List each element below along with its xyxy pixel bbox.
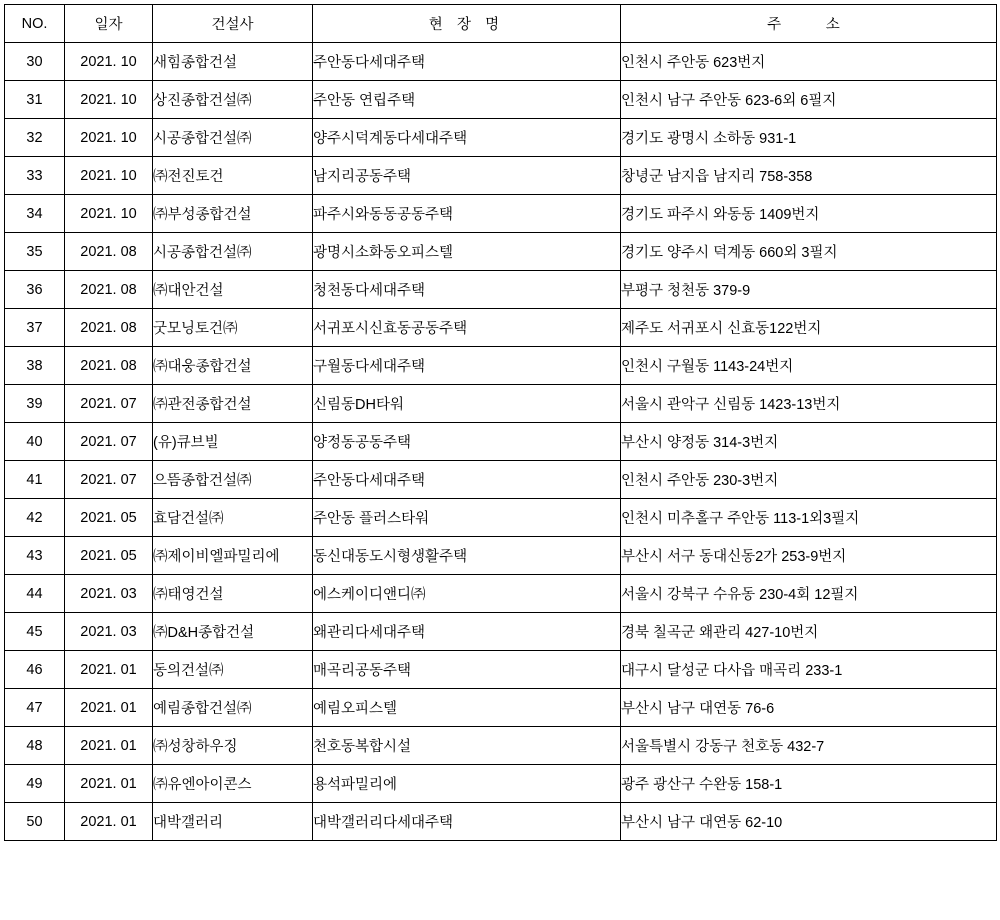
cell-address: 부산시 양정동 314-3번지	[621, 423, 997, 461]
cell-site: 서귀포시신효동공동주택	[313, 309, 621, 347]
cell-company: 굿모닝토건㈜	[153, 309, 313, 347]
column-header-address: 주 소	[621, 5, 997, 43]
cell-site: 주안동 플러스타워	[313, 499, 621, 537]
table-row	[5, 347, 997, 385]
cell-site: 예림오피스텔	[313, 689, 621, 727]
table-row	[5, 803, 997, 841]
cell-site: 주안동다세대주택	[313, 461, 621, 499]
cell-date: 2021. 01	[65, 727, 153, 765]
table-body	[5, 43, 997, 841]
cell-address: 경기도 광명시 소하동 931-1	[621, 119, 997, 157]
cell-date: 2021. 01	[65, 765, 153, 803]
cell-date: 2021. 08	[65, 233, 153, 271]
cell-site: 동신대동도시형생활주택	[313, 537, 621, 575]
table-row	[5, 119, 997, 157]
cell-date: 2021. 07	[65, 385, 153, 423]
cell-no: 34	[5, 195, 65, 233]
cell-no: 38	[5, 347, 65, 385]
cell-date: 2021. 10	[65, 119, 153, 157]
cell-no: 36	[5, 271, 65, 309]
cell-site: 양주시덕계동다세대주택	[313, 119, 621, 157]
cell-address: 제주도 서귀포시 신효동122번지	[621, 309, 997, 347]
cell-date: 2021. 08	[65, 271, 153, 309]
cell-no: 48	[5, 727, 65, 765]
cell-date: 2021. 10	[65, 43, 153, 81]
table-row	[5, 43, 997, 81]
cell-no: 32	[5, 119, 65, 157]
cell-date: 2021. 01	[65, 651, 153, 689]
cell-address: 서울시 관악구 신림동 1423-13번지	[621, 385, 997, 423]
cell-date: 2021. 08	[65, 347, 153, 385]
table-row	[5, 423, 997, 461]
cell-company: ㈜제이비엘파밀리에	[153, 537, 313, 575]
cell-address: 인천시 구월동 1143-24번지	[621, 347, 997, 385]
cell-site: 에스케이디앤디㈜	[313, 575, 621, 613]
cell-company: ㈜부성종합건설	[153, 195, 313, 233]
cell-no: 47	[5, 689, 65, 727]
cell-date: 2021. 07	[65, 461, 153, 499]
cell-company: ㈜유엔아이콘스	[153, 765, 313, 803]
table-row	[5, 195, 997, 233]
cell-company: ㈜태영건설	[153, 575, 313, 613]
cell-company: ㈜성창하우징	[153, 727, 313, 765]
column-header-site: 현 장 명	[313, 5, 621, 43]
cell-no: 49	[5, 765, 65, 803]
cell-site: 파주시와동동공동주택	[313, 195, 621, 233]
cell-company: 시공종합건설㈜	[153, 233, 313, 271]
cell-no: 33	[5, 157, 65, 195]
cell-site: 왜관리다세대주택	[313, 613, 621, 651]
cell-address: 서울특별시 강동구 천호동 432-7	[621, 727, 997, 765]
cell-address: 창녕군 남지읍 남지리 758-358	[621, 157, 997, 195]
cell-address: 인천시 주안동 230-3번지	[621, 461, 997, 499]
cell-no: 42	[5, 499, 65, 537]
cell-no: 40	[5, 423, 65, 461]
cell-date: 2021. 07	[65, 423, 153, 461]
cell-no: 45	[5, 613, 65, 651]
cell-site: 광명시소화동오피스텔	[313, 233, 621, 271]
cell-address: 부산시 서구 동대신동2가 253-9번지	[621, 537, 997, 575]
cell-address: 부산시 남구 대연동 76-6	[621, 689, 997, 727]
table-row	[5, 537, 997, 575]
cell-company: ㈜대웅종합건설	[153, 347, 313, 385]
cell-address: 부평구 청천동 379-9	[621, 271, 997, 309]
cell-no: 41	[5, 461, 65, 499]
cell-company: ㈜전진토건	[153, 157, 313, 195]
cell-company: 상진종합건설㈜	[153, 81, 313, 119]
cell-no: 39	[5, 385, 65, 423]
table-row	[5, 727, 997, 765]
cell-address: 부산시 남구 대연동 62-10	[621, 803, 997, 841]
cell-address: 경북 칠곡군 왜관리 427-10번지	[621, 613, 997, 651]
cell-site: 용석파밀리에	[313, 765, 621, 803]
construction-projects-table	[4, 4, 997, 841]
cell-date: 2021. 08	[65, 309, 153, 347]
table-row	[5, 765, 997, 803]
cell-site: 구월동다세대주택	[313, 347, 621, 385]
column-header-company: 건설사	[153, 5, 313, 43]
cell-site: 매곡리공동주택	[313, 651, 621, 689]
cell-company: 효담건설㈜	[153, 499, 313, 537]
cell-no: 46	[5, 651, 65, 689]
cell-address: 인천시 남구 주안동 623-6외 6필지	[621, 81, 997, 119]
cell-site: 대박갤러리다세대주택	[313, 803, 621, 841]
cell-company: ㈜대안건설	[153, 271, 313, 309]
cell-date: 2021. 05	[65, 537, 153, 575]
table-row	[5, 689, 997, 727]
cell-address: 경기도 파주시 와동동 1409번지	[621, 195, 997, 233]
cell-company: 대박갤러리	[153, 803, 313, 841]
cell-address: 인천시 미추홀구 주안동 113-1외3필지	[621, 499, 997, 537]
cell-no: 37	[5, 309, 65, 347]
cell-address: 서울시 강북구 수유동 230-4회 12필지	[621, 575, 997, 613]
cell-address: 인천시 주안동 623번지	[621, 43, 997, 81]
table-header-row	[5, 5, 997, 43]
cell-company: ㈜D&H종합건설	[153, 613, 313, 651]
cell-date: 2021. 10	[65, 195, 153, 233]
cell-site: 신림동DH타워	[313, 385, 621, 423]
cell-company: 예림종합건설㈜	[153, 689, 313, 727]
cell-site: 양정동공동주택	[313, 423, 621, 461]
cell-no: 44	[5, 575, 65, 613]
table-row	[5, 613, 997, 651]
cell-date: 2021. 03	[65, 613, 153, 651]
cell-site: 청천동다세대주택	[313, 271, 621, 309]
cell-date: 2021. 01	[65, 689, 153, 727]
table-row	[5, 575, 997, 613]
cell-company: 으뜸종합건설㈜	[153, 461, 313, 499]
cell-company: 시공종합건설㈜	[153, 119, 313, 157]
table-row	[5, 233, 997, 271]
cell-date: 2021. 05	[65, 499, 153, 537]
cell-no: 31	[5, 81, 65, 119]
table-row	[5, 81, 997, 119]
cell-no: 43	[5, 537, 65, 575]
table-row	[5, 271, 997, 309]
cell-site: 천호동복합시설	[313, 727, 621, 765]
table-row	[5, 499, 997, 537]
table-row	[5, 309, 997, 347]
table-row	[5, 157, 997, 195]
table-row	[5, 461, 997, 499]
table-row	[5, 651, 997, 689]
column-header-date: 일자	[65, 5, 153, 43]
cell-site: 주안동다세대주택	[313, 43, 621, 81]
cell-no: 50	[5, 803, 65, 841]
column-header-no: NO.	[5, 5, 65, 43]
table-header	[5, 5, 997, 43]
cell-site: 주안동 연립주택	[313, 81, 621, 119]
cell-company: 새힘종합건설	[153, 43, 313, 81]
cell-company: 동의건설㈜	[153, 651, 313, 689]
cell-address: 경기도 양주시 덕계동 660외 3필지	[621, 233, 997, 271]
cell-date: 2021. 10	[65, 157, 153, 195]
cell-date: 2021. 01	[65, 803, 153, 841]
cell-address: 대구시 달성군 다사읍 매곡리 233-1	[621, 651, 997, 689]
cell-date: 2021. 03	[65, 575, 153, 613]
cell-date: 2021. 10	[65, 81, 153, 119]
table-row	[5, 385, 997, 423]
cell-address: 광주 광산구 수완동 158-1	[621, 765, 997, 803]
cell-company: ㈜관전종합건설	[153, 385, 313, 423]
cell-site: 남지리공동주택	[313, 157, 621, 195]
cell-no: 35	[5, 233, 65, 271]
cell-no: 30	[5, 43, 65, 81]
cell-company: (유)큐브빌	[153, 423, 313, 461]
